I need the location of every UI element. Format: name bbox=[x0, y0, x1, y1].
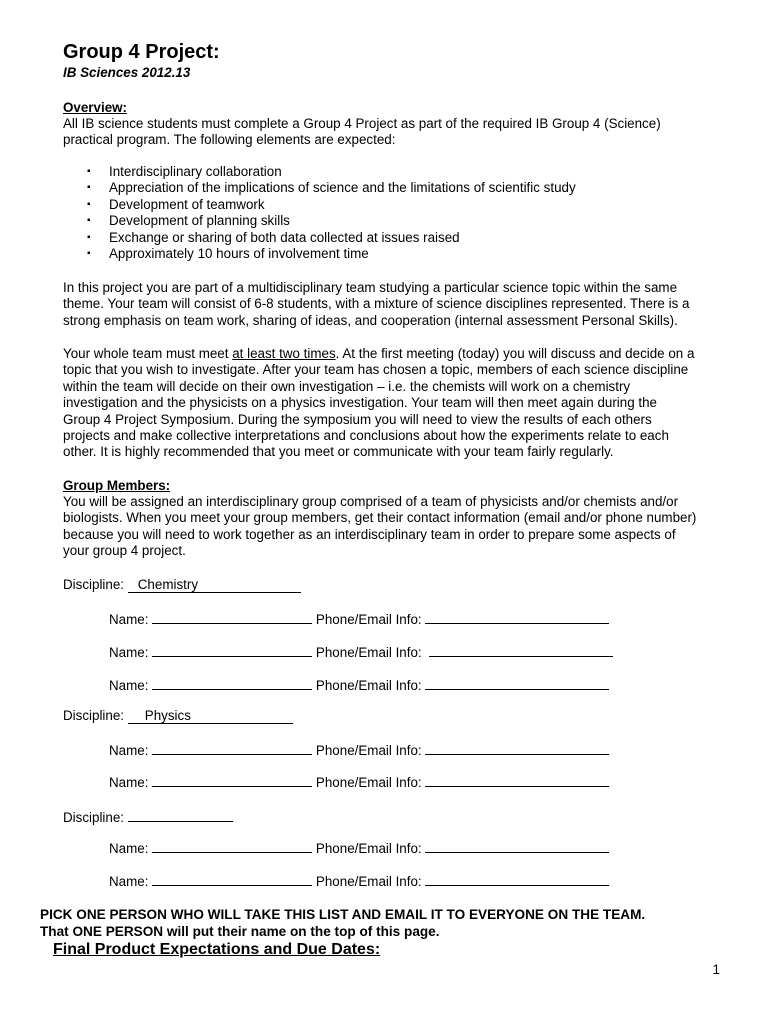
phone-email-field[interactable] bbox=[425, 676, 609, 690]
discipline-row bbox=[63, 708, 293, 724]
text-line: strong emphasis on team work, sharing of ideas, and cooperation (internal assessment Personal Skills). bbox=[63, 312, 678, 328]
text-line: In this project you are part of a multidisciplinary team studying a particular science topic within the same bbox=[63, 280, 678, 295]
member-row bbox=[109, 676, 609, 694]
text-line: investigation and the physicists on a physics investigation. Your team will then meet again during the bbox=[63, 395, 658, 411]
group-members-heading: Group Members: bbox=[63, 478, 171, 493]
group-members-paragraph bbox=[63, 494, 728, 560]
name-field[interactable] bbox=[152, 676, 312, 690]
discipline-row bbox=[63, 806, 233, 826]
discipline-label: Discipline: bbox=[63, 708, 125, 723]
text-segment: Your whole team must meet bbox=[63, 346, 233, 361]
text-line: theme. Your team will consist of 6-8 students, with a mixture of science disciplines represented. There is a bbox=[63, 296, 690, 312]
list-item: ▪ Appreciation of the implications of science and the limitations of scientific study bbox=[87, 180, 576, 196]
discipline-row bbox=[63, 577, 301, 593]
final-product-heading: Final Product Expectations and Due Dates: bbox=[53, 941, 381, 958]
notice-line-1: PICK ONE PERSON WHO WILL TAKE THIS LIST AND EMAIL IT TO EVERYONE ON THE TEAM. bbox=[40, 907, 646, 922]
member-row bbox=[109, 741, 609, 759]
list-item: ▪ Development of teamwork bbox=[87, 197, 576, 213]
text-line: You will be assigned an interdisciplinary group comprised of a team of physicists and/or chemists and/or bbox=[63, 494, 679, 509]
name-label: Name: bbox=[109, 775, 149, 790]
discipline-label: Discipline: bbox=[63, 810, 125, 825]
phone-email-field[interactable] bbox=[425, 773, 609, 787]
name-label: Name: bbox=[109, 841, 149, 856]
phone-label: Phone/Email Info: bbox=[315, 612, 422, 627]
text-line: practical program. The following elements are expected: bbox=[63, 132, 396, 148]
phone-label: Phone/Email Info: bbox=[315, 841, 422, 856]
name-field[interactable] bbox=[152, 741, 312, 755]
name-field[interactable] bbox=[152, 839, 312, 853]
text-line: biologists. When you meet your group members, get their contact information (email and/or phone number) bbox=[63, 510, 697, 526]
discipline-field[interactable] bbox=[128, 806, 233, 822]
discipline-field[interactable]: Physics bbox=[128, 708, 293, 724]
name-field[interactable] bbox=[152, 872, 312, 886]
name-label: Name: bbox=[109, 612, 149, 627]
member-row bbox=[109, 839, 609, 857]
discipline-label: Discipline: bbox=[63, 577, 125, 592]
expectations-list bbox=[87, 164, 576, 262]
overview-intro bbox=[63, 116, 728, 149]
phone-label: Phone/Email Info: bbox=[315, 743, 422, 758]
notice-line-2: That ONE PERSON will put their name on the top of this page. bbox=[40, 924, 440, 939]
text-line: because you will need to work together as an interdisciplinary team in order to prepare some aspects of bbox=[63, 526, 676, 542]
text-line bbox=[63, 346, 728, 362]
name-label: Name: bbox=[109, 645, 149, 660]
name-field[interactable] bbox=[152, 643, 312, 657]
phone-label: Phone/Email Info: bbox=[315, 775, 422, 790]
member-row bbox=[109, 773, 609, 791]
member-row bbox=[109, 643, 613, 661]
phone-label: Phone/Email Info: bbox=[315, 645, 422, 660]
phone-label: Phone/Email Info: bbox=[315, 874, 422, 889]
emphasis-text: at least two times bbox=[232, 346, 336, 361]
list-item: ▪ Approximately 10 hours of involvement time bbox=[87, 246, 576, 262]
phone-email-field[interactable] bbox=[429, 643, 613, 657]
page-title: Group 4 Project: bbox=[63, 41, 220, 63]
list-item: ▪ Development of planning skills bbox=[87, 213, 576, 229]
member-row bbox=[109, 872, 609, 890]
member-row bbox=[109, 610, 609, 628]
overview-heading: Overview: bbox=[63, 100, 128, 115]
name-label: Name: bbox=[109, 874, 149, 889]
overview-paragraph-2 bbox=[63, 346, 728, 461]
overview-paragraph-1 bbox=[63, 280, 728, 329]
page-number: 1 bbox=[712, 962, 720, 977]
text-line: topic that you wish to investigate. After your team has chosen a topic, members of each science discipline bbox=[63, 362, 689, 378]
phone-label: Phone/Email Info: bbox=[315, 678, 422, 693]
text-line: projects and make collective interpretations and conclusions about how the experiments relate to each bbox=[63, 428, 669, 444]
name-field[interactable] bbox=[152, 773, 312, 787]
text-line: within the team will decide on their own investigation – i.e. the chemists will work on a chemistry bbox=[63, 378, 631, 394]
discipline-field[interactable]: Chemistry bbox=[128, 577, 301, 593]
name-field[interactable] bbox=[152, 610, 312, 624]
page-subtitle: IB Sciences 2012.13 bbox=[63, 65, 191, 80]
text-segment: . At the first meeting (today) you will discuss and decide on a bbox=[335, 346, 695, 361]
phone-email-field[interactable] bbox=[425, 839, 609, 853]
text-line: your group 4 project. bbox=[63, 543, 186, 559]
list-item: ▪ Exchange or sharing of both data collected at issues raised bbox=[87, 230, 576, 246]
text-line: Group 4 Project Symposium. During the symposium you will need to view the results of each others bbox=[63, 411, 652, 427]
phone-email-field[interactable] bbox=[425, 741, 609, 755]
phone-email-field[interactable] bbox=[425, 610, 609, 624]
text-line: All IB science students must complete a Group 4 Project as part of the required IB Group 4 (Science) bbox=[63, 116, 661, 131]
text-line: other. It is highly recommended that you meet or communicate with your team fairly regularly. bbox=[63, 444, 614, 460]
phone-email-field[interactable] bbox=[425, 872, 609, 886]
name-label: Name: bbox=[109, 743, 149, 758]
name-label: Name: bbox=[109, 678, 149, 693]
list-item: ▪ Interdisciplinary collaboration bbox=[87, 164, 576, 180]
